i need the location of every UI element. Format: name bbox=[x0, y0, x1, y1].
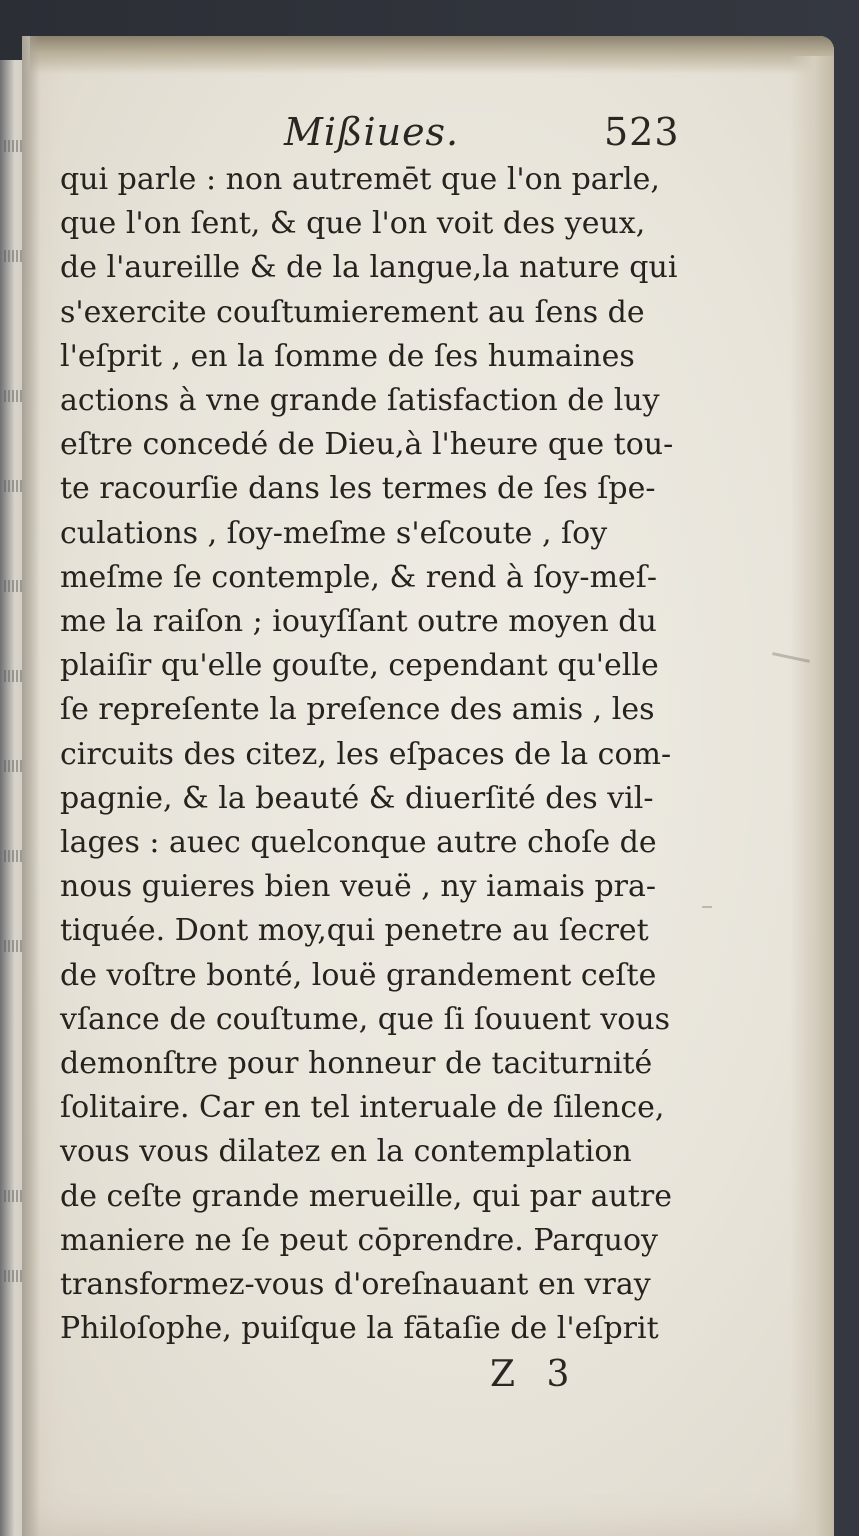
text-line: l'eſprit , en la ſomme de ſes humaines bbox=[60, 338, 635, 374]
text-line: de ceſte grande merueille, qui par autre bbox=[60, 1178, 672, 1214]
page-right-edge bbox=[790, 56, 834, 1536]
text-line: lages : auec quelconque autre choſe de bbox=[60, 825, 657, 861]
text-line: vſance de couſtume, que ſi ſouuent vous bbox=[60, 1001, 671, 1037]
text-line: ſe repreſente la preſence des amis , les bbox=[60, 692, 655, 728]
book-page bbox=[22, 36, 834, 1536]
page-number: 523 bbox=[604, 110, 680, 154]
text-line: me la raiſon ; iouyſſant outre moyen du bbox=[60, 604, 657, 640]
running-title: Mißiues. bbox=[284, 110, 460, 154]
text-line: nous guieres bien veuë , ny iamais pra- bbox=[60, 869, 657, 905]
text-line: Philoſophe, puiſque la fātaſie de l'eſprit bbox=[60, 1311, 659, 1347]
page-gutter-shadow bbox=[22, 36, 40, 1536]
text-line: de l'aureille & de la langue,la nature qui bbox=[60, 250, 678, 286]
text-line: qui parle : non autremēt que l'on parle, bbox=[60, 162, 660, 197]
page-header bbox=[22, 110, 834, 160]
text-line: maniere ne ſe peut cōprendre. Parquoy bbox=[60, 1222, 658, 1258]
body-text bbox=[60, 158, 720, 1351]
text-line: circuits des citez, les eſpaces de la com- bbox=[60, 736, 672, 772]
text-line: transformez-vous d'oreſnauant en vray bbox=[60, 1267, 651, 1303]
signature-mark: Z 3 bbox=[490, 1354, 580, 1395]
page-top-edge bbox=[30, 36, 834, 74]
text-line: te racourſie dans les termes de ſes ſpe- bbox=[60, 471, 656, 507]
text-line: tiquée. Dont moy,qui penetre au ſecret bbox=[60, 913, 649, 949]
text-line: demonſtre pour honneur de taciturnité bbox=[60, 1046, 653, 1082]
text-line: actions à vne grande ſatisfaction de luy bbox=[60, 383, 660, 419]
text-line: de voſtre bonté, louë grandement ceſte bbox=[60, 957, 657, 993]
text-line: plaiſir qu'elle gouſte, cependant qu'elle bbox=[60, 648, 659, 684]
text-line: vous vous dilatez en la contemplation bbox=[60, 1134, 632, 1170]
text-line: culations , ſoy-meſme s'eſcoute , ſoy bbox=[60, 515, 608, 551]
text-line: s'exercite couſtumierement au ſens de bbox=[60, 294, 645, 330]
text-line: eſtre concedé de Dieu,à l'heure que tou- bbox=[60, 427, 674, 463]
text-line: que l'on ſent, & que l'on voit des yeux, bbox=[60, 206, 646, 242]
text-line: pagnie, & la beauté & diuerſité des vil- bbox=[60, 780, 654, 816]
text-line: meſme ſe contemple, & rend à ſoy-meſ- bbox=[60, 559, 658, 595]
ink-smudge bbox=[702, 906, 712, 908]
text-line: ſolitaire. Car en tel interuale de ſilence, bbox=[60, 1090, 665, 1126]
